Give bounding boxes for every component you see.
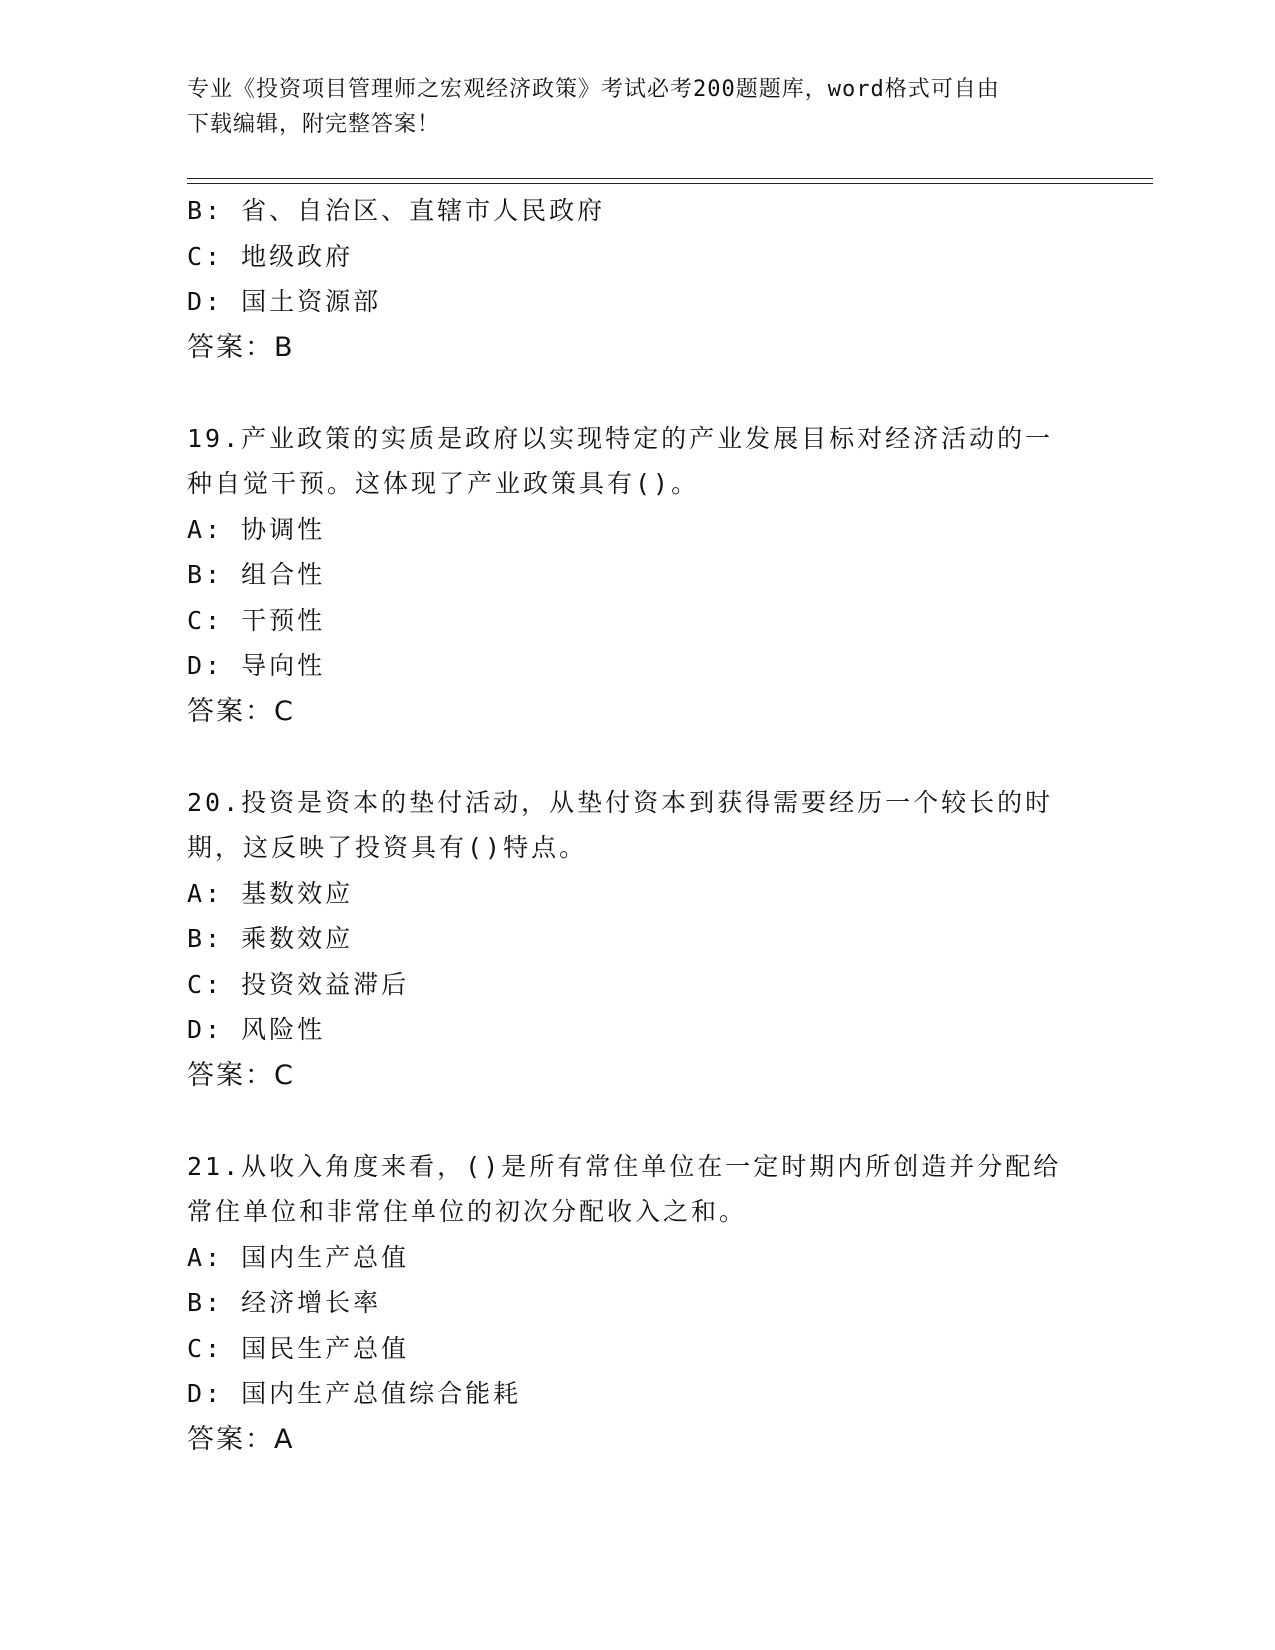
option-d: D: 导向性 [187, 651, 326, 680]
question-spacer [187, 734, 1067, 780]
question-text-line-2: 种自觉干预。这体现了产业政策具有()。 [187, 469, 700, 498]
answer-line: 答案：B [187, 331, 295, 363]
option-b: B: 乘数效应 [187, 924, 354, 953]
question-text-line-1: 21.从收入角度来看，()是所有常住单位在一定时期内所创造并分配给 [187, 1151, 1062, 1181]
option-a: A: 协调性 [187, 514, 326, 544]
option-c: C: 地级政府 [187, 241, 354, 271]
question-text-line-2: 常住单位和非常住单位的初次分配收入之和。 [187, 1197, 748, 1226]
header-divider-bottom [187, 183, 1153, 184]
header-line-1: 专业《投资项目管理师之宏观经济政策》考试必考200题题库，word格式可自由 [187, 77, 1000, 102]
option-c: C: 干预性 [187, 605, 326, 635]
option-b: B: 经济增长率 [187, 1288, 382, 1317]
document-body [187, 188, 1067, 1462]
answer-line: 答案：C [187, 695, 295, 727]
option-a: A: 基数效应 [187, 878, 354, 908]
question-text-line-1: 20.投资是资本的垫付活动，从垫付资本到获得需要经历一个较长的时 [187, 787, 1054, 817]
option-a: A: 国内生产总值 [187, 1242, 410, 1272]
option-d: D: 国内生产总值综合能耗 [187, 1379, 522, 1408]
question-text-line-1: 19.产业政策的实质是政府以实现特定的产业发展目标对经济活动的一 [187, 423, 1054, 453]
header-line-2: 下载编辑，附完整答案！ [187, 112, 441, 137]
option-d: D: 国土资源部 [187, 287, 382, 316]
question-spacer [187, 370, 1067, 416]
question-block-19 [187, 416, 1067, 735]
question-text-line-2: 期，这反映了投资具有()特点。 [187, 833, 588, 862]
header-divider-top [187, 178, 1153, 179]
question-block-21 [187, 1144, 1067, 1463]
question-block-continued [187, 188, 1067, 370]
answer-line: 答案：A [187, 1423, 295, 1455]
option-c: C: 投资效益滞后 [187, 969, 410, 999]
option-b: B: 省、自治区、直辖市人民政府 [187, 196, 606, 225]
option-b: B: 组合性 [187, 560, 326, 589]
document-header [187, 72, 1067, 142]
option-d: D: 风险性 [187, 1015, 326, 1044]
question-block-20 [187, 780, 1067, 1099]
answer-line: 答案：C [187, 1059, 295, 1091]
option-c: C: 国民生产总值 [187, 1333, 410, 1363]
question-spacer [187, 1098, 1067, 1144]
